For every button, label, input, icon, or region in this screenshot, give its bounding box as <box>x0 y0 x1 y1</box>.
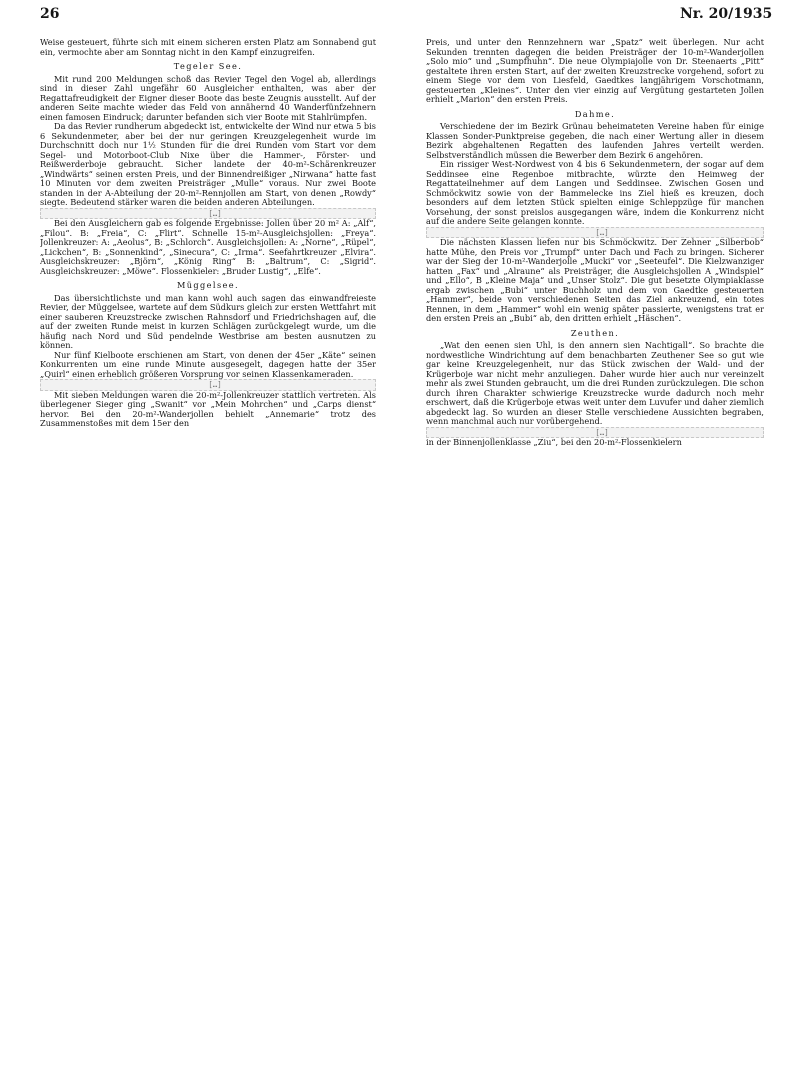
section-heading: Tegeler See. <box>173 61 243 71</box>
unreadable-passage: […] <box>426 227 764 239</box>
section-heading: Dahme. <box>574 108 616 119</box>
left-column <box>40 38 376 1086</box>
paragraph: Preis, und unter den Rennzehnern war „Spatz“ weit überlegen. Nur acht Sekunden trennten dagegen die beiden Preisträger der 10-m²-Wanderjollen „Solo mio“ und „Sumpfhuhn“. Die neue Olympiajolle von Dr. Steenaerts „Pitt“ gestaltete ihren ersten Start, auf der zweiten Kreuzstrecke vorgehend, sofort zu einem Siege vor dem von Liesfeld, Gaedtkes langjährigem Vorschotmann, gesteuerten „Kleines“. Unter den vier einzig auf Vergütung gestarteten Jollen erhielt „Marion“ den ersten Preis. <box>426 38 764 104</box>
unreadable-passage: […] <box>426 427 764 439</box>
paragraph: „Wat den eenen sien Uhl, is den annern sien Nachtigall“. So brachte die nordwestliche Windrichtung auf dem benachbarten Zeuthener See so gut wie gar keine Kreuzgelegenheit, nur das Stück zwischen der Wald- und der Krügerboje war nicht mehr anzuliegen. Daher wurde hier auch nur vereinzelt mehr als zwei Stunden gebraucht, um die drei Runden zurückzulegen. Die schon durch ihren Charakter schwierige Kreuzstrecke wurde dadurch noch mehr erschwert, daß die Krügerboje etwas weit unter dem Luvufer und daher ziemlich abgedeckt lag. So wurden an dieser Stelle verschiedene Aussichten begraben, wenn manchmal auch nur vorübergehend. <box>426 340 764 426</box>
paragraph: Nur fünf Kielboote erschienen am Start, von denen der 45er „Käte“ seinen Konkurrenten um eine runde Minute ausgesegelt, dagegen hatte der 35er „Quirl“ einen erheblich größeren Vorsprung vor seinen Klassenkameraden. <box>40 349 376 379</box>
paragraph: Die nächsten Klassen liefen nur bis Schmöckwitz. Der Zehner „Silberbob“ hatte Mühe, den Preis vor „Trumpf“ unter Dach und Fach zu bringen. Sicherer war der Sieg der 10-m²-Wanderjolle „Mucki“ vor „Seeteufel“. Die Kielzwanziger hatten „Fax“ und „Alraune“ als Preisträger, die Ausgleichsjollen A „Windspiel“ und „Ello“, B „Kleine Maja“ und „Unser Stolz“. Die gut besetzte Olympiaklasse ergab zwischen „Bubi“ unter Buchholz und dem von Gaedtke gesteuerten „Hammer“, beide von verschiedenen Seiten das Ziel ankreuzend, ein totes Rennen, in dem „Hammer“ wohl ein wenig später passierte, wenigstens trat er den ersten Preis an „Bubi“ ab, den dritten erhielt „Häschen“. <box>426 237 764 323</box>
section-heading: Zeuthen. <box>570 327 620 338</box>
paragraph: Verschiedene der im Bezirk Grünau beheimateten Vereine haben für einige Klassen Sonder-Punktpreise gegeben, die nach einer Wertung aller in diesem Bezirk abgehaltenen Regatten des laufenden Jahres verteilt werden. Selbstverständlich müssen die Bewerber dem Bezirk 6 angehören. <box>426 121 764 160</box>
paragraph: Weise gesteuert, führte sich mit einem sicheren ersten Platz am Sonnabend gut ein, vermochte aber am Sonntag nicht in den Kampf einzugreifen. <box>40 38 376 57</box>
paragraph: Mit rund 200 Meldungen schoß das Revier Tegel den Vogel ab, allerdings sind in dieser Zahl ungefähr 60 Ausgleicher enthalten, was aber der Regattafreudigkeit der Eigner dieser Boote das beste Zeugnis ausstellt. Auf der anderen Seite machte wieder das Feld von annähernd 40 Wanderfünfzehnern einen famosen Eindruck; darunter befanden sich vier Boote mit Stahlrümpfen. <box>40 73 376 122</box>
paragraph: Das übersichtlichste und man kann wohl auch sagen das einwandfreieste Revier, der Müggelsee, wartete auf dem Südkurs gleich zur ersten Wettfahrt mit einer sauberen Kreuzstrecke zwischen Rahnsdorf und Friedrichshagen auf, die auf der zweiten Runde meist in kurzen Schlägen zurückgelegt wurde, um die häufig nach Nord und Süd pendelnde Westbrise am besten ausnutzen zu können. <box>40 292 376 350</box>
paragraph: Bei den Ausgleichern gab es folgende Ergebnisse: Jollen über 20 m² A: „Alf“, „Filou“. B: „Freia“, C: „Flirt“. Schnelle 15-m²-Ausgleichsjollen: „Freya“. Jollenkreuzer: A: „Aeolus“, B: „Schlorch“. Ausgleichsjollen: A: „Norne“, „Rüpel“, „Lickchen“, B: „Sonnenkind“, „Sinecura“, C: „Irma“. Seefahrtkreuzer „Elvira“. Ausgleichskreuzer: „Björn“, „König Ring“ B: „Baltrum“, C: „Sigrid“. Ausgleichskreuzer: „Möwe“. Flossenkieler: „Bruder Lustig“, „Elfe“. <box>40 218 376 276</box>
issue-number: Nr. 20/1935 <box>680 6 773 22</box>
right-column <box>426 38 764 1086</box>
paragraph: in der Binnenjollenklasse „Ziu“, bei den 20-m²-Flossenkielern <box>426 437 682 447</box>
page-number: 26 <box>40 6 60 22</box>
unreadable-passage: […] <box>40 208 376 220</box>
paragraph: Mit sieben Meldungen waren die 20-m²-Jollenkreuzer stattlich vertreten. Als überlegener Sieger ging „Swanit“ vor „Mein Mohrchen“ und „Carps dienst“ hervor. Bei den 20-m²-Wanderjollen behielt „Annemarie“ trotz des Zusammenstoßes mit dem 15er den <box>40 389 376 428</box>
section-heading: Müggelsee. <box>176 280 240 290</box>
paragraph: Ein rissiger West-Nordwest von 4 bis 6 Sekundenmetern, der sogar auf dem Seddinsee eine Regenboe mitbrachte, würzte den Heimweg der Regattateilnehmer auf dem Langen und Seddinsee. Zwischen Gosen und Schmöckwitz sowie von der Bammelecke ins Ziel hieß es kreuzen, doch besonders auf dem letzten Stück spielten einige Schleppzüge für manchen Vorsehung, der sonst preislos ausgegangen wäre, indem die Konkurrenz nicht auf die andere Seite gelangen konnte. <box>426 159 764 226</box>
paragraph: Da das Revier rundherum abgedeckt ist, entwickelte der Wind nur etwa 5 bis 6 Sekundenmeter, aber bei der nur geringen Kreuzgelegenheit wurde im Durchschnitt doch nur 1½ Stunden für die drei Runden vom Start vor dem Segel- und Motorboot-Club Nixe über die Hammer-, Förster- und Reißwerderboje gebraucht. Sicher landete der 40-m²-Schärenkreuzer „Windwärts“ seinen ersten Preis, und der Binnendreißiger „Nirwana“ hatte fast 10 Minuten vor dem zweiten Preisträger „Mulle“ voraus. Nur zwei Boote standen in der A-Abteilung der 20-m²-Rennjollen am Start, von denen „Rowdy“ siegte. Bedeutend stärker waren die beiden anderen Abteilungen. <box>40 121 376 207</box>
unreadable-passage: […] <box>40 379 376 391</box>
